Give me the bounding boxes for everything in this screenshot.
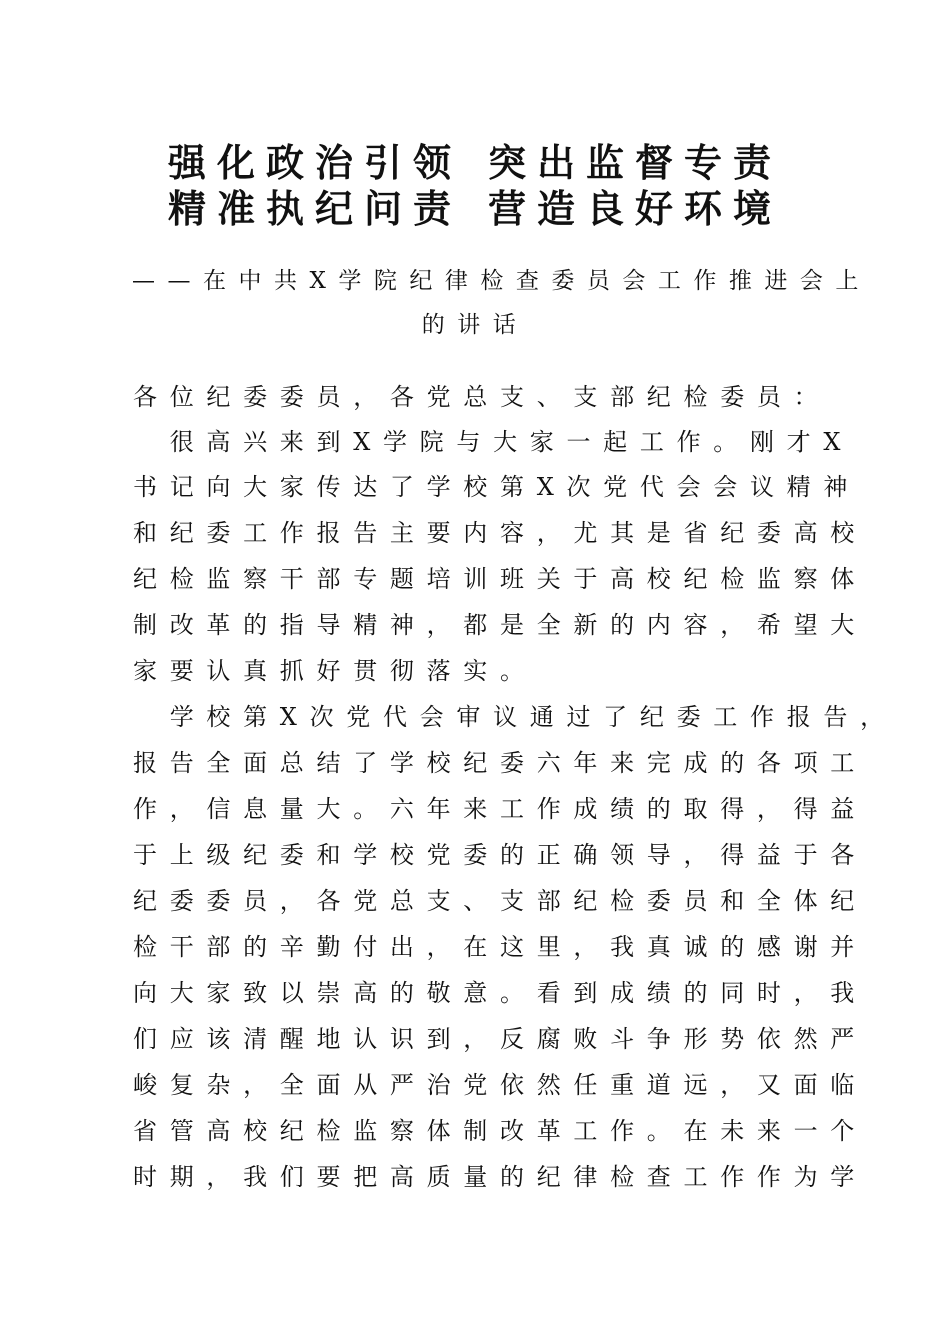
body-line: 报告全面总结了学校纪委六年来完成的各项工 [133,749,867,777]
title-line-1 [0,140,950,186]
body-line: 家要认真抓好贯彻落实。 [133,657,537,685]
title-phrase: 精准执纪问责 [167,186,462,231]
title-phrase: 营造良好环境 [488,186,783,231]
body-line: 峻复杂，全面从严治党依然任重道远，又面临 [133,1071,867,1099]
body-line: 纪委委员，各党总支、支部纪检委员和全体纪 [133,887,867,915]
body-line: 于上级纪委和学校党委的正确领导，得益于各 [133,841,867,869]
body-line: 检干部的辛勤付出，在这里，我真诚的感谢并 [133,933,867,961]
body-line: 们应该清醒地认识到，反腐败斗争形势依然严 [133,1025,867,1053]
body-line: 学校第X次党代会审议通过了纪委工作报告， [133,703,897,731]
subtitle-line-2: 的讲话 [421,312,529,338]
title-line-2 [0,186,950,232]
body-line: 制改革的指导精神，都是全新的内容，希望大 [133,611,867,639]
subtitle-line-1: ——在中共X学院纪律检查委员会工作推进会上 [132,268,871,294]
body-line: 作，信息量大。六年来工作成绩的取得，得益 [133,795,867,823]
title-phrase: 强化政治引领 [167,140,462,185]
title-phrase: 突出监督专责 [488,140,783,185]
body-line: 和纪委工作报告主要内容，尤其是省纪委高校 [133,519,867,547]
body-line: 纪检监察干部专题培训班关于高校纪检监察体 [133,565,867,593]
body-line: 很高兴来到X学院与大家一起工作。刚才X [133,428,854,456]
body-line: 向大家致以崇高的敬意。看到成绩的同时，我 [133,979,867,1007]
body-line: 时期，我们要把高质量的纪律检查工作作为学 [133,1163,867,1191]
body-line: 省管高校纪检监察体制改革工作。在未来一个 [133,1117,867,1145]
body-line: 书记向大家传达了学校第X次党代会会议精神 [133,473,861,501]
body-line: 各位纪委委员，各党总支、支部纪检委员： [133,383,831,411]
